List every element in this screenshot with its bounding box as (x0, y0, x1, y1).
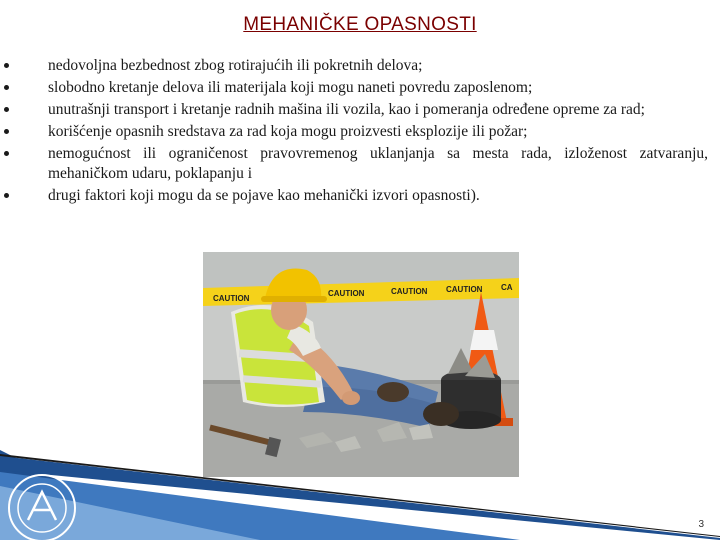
list-item (0, 144, 720, 184)
tape-label: CAUTION (213, 294, 250, 303)
slide-title: MEHANIČKE OPASNOSTI (243, 14, 477, 35)
worker-illustration (203, 252, 519, 477)
page-number: 3 (698, 519, 704, 530)
bullet-text: nemogućnost ili ograničenost pravovremenog uklanjanja sa mesta rada, izloženost zatvaranju, mehaničkom udaru, poklapanju i (48, 145, 708, 182)
bullet-icon (4, 63, 9, 68)
bullet-text: nedovoljna bezbednost zbog rotirajućih ili pokretnih delova; (48, 57, 423, 74)
bullet-icon (4, 193, 9, 198)
list-item (0, 100, 720, 120)
institution-seal-icon (6, 472, 78, 544)
bullet-icon (4, 107, 9, 112)
bullet-text: drugi faktori koji mogu da se pojave kao mehanički izvori opasnosti). (48, 187, 480, 204)
footer-decoration (0, 450, 720, 540)
bullet-icon (4, 85, 9, 90)
list-item (0, 186, 720, 206)
list-item (0, 78, 720, 98)
bullet-text: slobodno kretanje delova ili materijala koji mogu naneti povredu zaposlenom; (48, 79, 533, 96)
tape-label: CAUTION (328, 289, 365, 298)
tape-label: CAUTION (446, 285, 483, 294)
bullet-text: korišćenje opasnih sredstava za rad koja mogu proizvesti eksplozije ili požar; (48, 123, 528, 140)
injured-worker-photo (203, 252, 519, 477)
tape-label: CA (501, 283, 513, 292)
tape-label: CAUTION (391, 287, 428, 296)
list-item (0, 122, 720, 142)
bullet-list (0, 56, 720, 208)
bullet-text: unutrašnji transport i kretanje radnih mašina ili vozila, kao i pomeranja određene opreme za rad; (48, 101, 645, 118)
list-item (0, 56, 720, 76)
bullet-icon (4, 129, 9, 134)
bullet-icon (4, 151, 9, 156)
